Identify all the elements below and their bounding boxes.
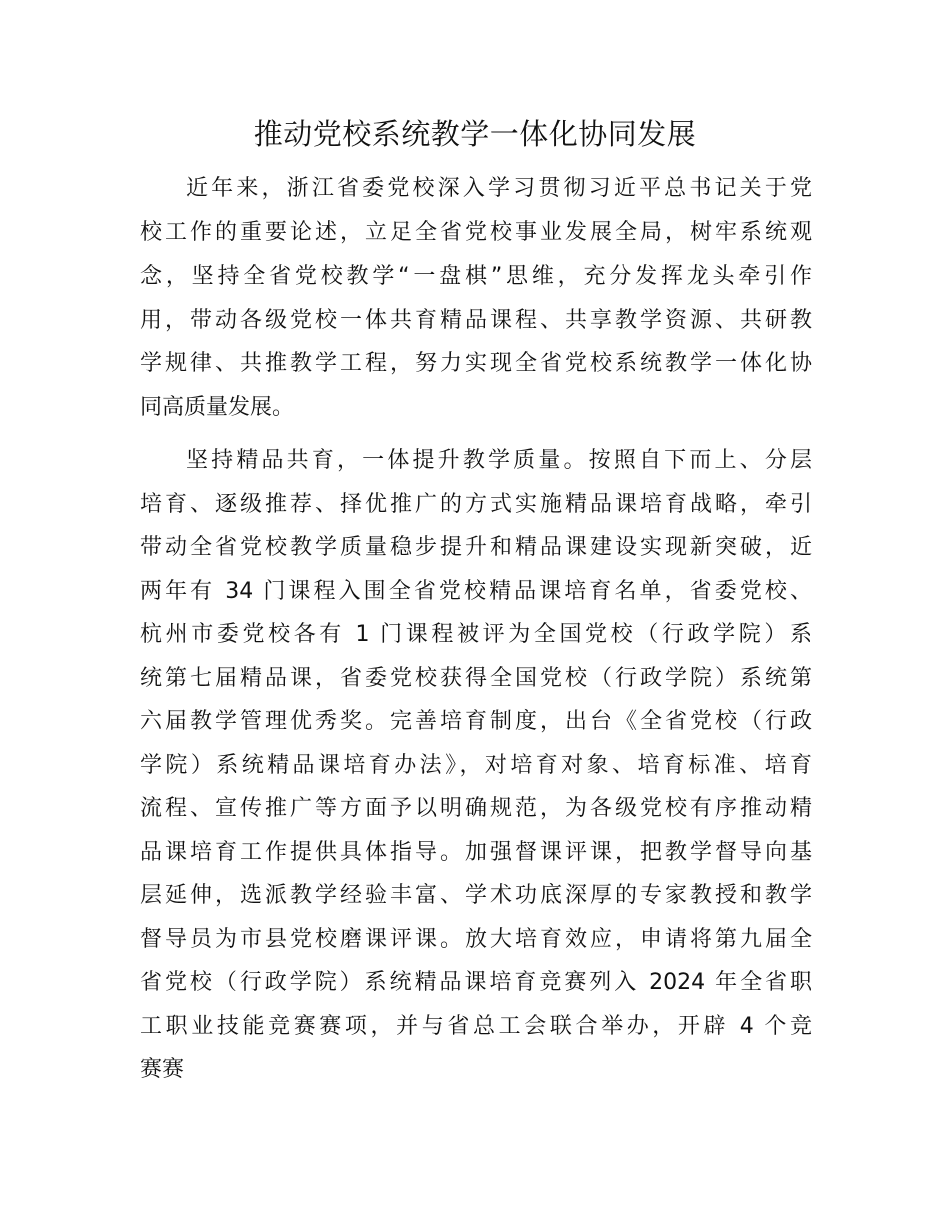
paragraph-2-line-15: 赛赛 — [140, 1057, 185, 1082]
paragraph-2-line-6: 统第七届精品课，省委党校获得全国党校（行政学院）系统第 — [140, 666, 812, 691]
paragraph-2-line-3: 带动全省党校教学质量稳步提升和精品课建设实现新突破，近 — [140, 535, 812, 560]
paragraph-2-line-13: 省党校（行政学院）系统精品课培育竞赛列入 2024 年全省职 — [140, 970, 812, 995]
paragraph-2-line-2: 培育、逐级推荐、择优推广的方式实施精品课培育战略，牵引 — [140, 492, 812, 517]
paragraph-2-line-1: 坚持精品共育，一体提升教学质量。按照自下而上、分层 — [186, 448, 812, 473]
paragraph-1-line-4: 用，带动各级党校一体共育精品课程、共享教学资源、共研教 — [140, 308, 812, 333]
paragraph-2-line-5: 杭州市委党校各有 1 门课程被评为全国党校（行政学院）系 — [140, 622, 812, 647]
paragraph-1-line-6: 同高质量发展。 — [140, 395, 295, 420]
paragraph-2-line-7: 六届教学管理优秀奖。完善培育制度，出台《全省党校（行政 — [140, 709, 812, 734]
paragraph-2-line-11: 层延伸，选派教学经验丰富、学术功底深厚的专家教授和教学 — [140, 883, 812, 908]
paragraph-1-line-1: 近年来，浙江省委党校深入学习贯彻习近平总书记关于党 — [186, 176, 812, 201]
paragraph-2-line-8: 学院）系统精品课培育办法》，对培育对象、培育标准、培育 — [140, 753, 812, 778]
paragraph-2-line-14: 工职业技能竞赛赛项，并与省总工会联合举办，开辟 4 个竞 — [140, 1014, 812, 1039]
paragraph-1-line-2: 校工作的重要论述，立足全省党校事业发展全局，树牢系统观 — [140, 220, 812, 245]
paragraph-2-line-9: 流程、宣传推广等方面予以明确规范，为各级党校有序推动精 — [140, 796, 812, 821]
document-title: 推动党校系统教学一体化协同发展 — [253, 117, 697, 151]
paragraph-1-line-5: 学规律、共推教学工程，努力实现全省党校系统教学一体化协 — [140, 351, 812, 376]
paragraph-1-line-3: 念，坚持全省党校教学“一盘棋”思维，充分发挥龙头牵引作 — [140, 264, 812, 289]
paragraph-2-line-12: 督导员为市县党校磨课评课。放大培育效应，申请将第九届全 — [140, 927, 812, 952]
paragraph-2-line-10: 品课培育工作提供具体指导。加强督课评课，把教学督导向基 — [140, 840, 812, 865]
paragraph-2-line-4: 两年有 34 门课程入围全省党校精品课培育名单，省委党校、 — [140, 579, 812, 604]
